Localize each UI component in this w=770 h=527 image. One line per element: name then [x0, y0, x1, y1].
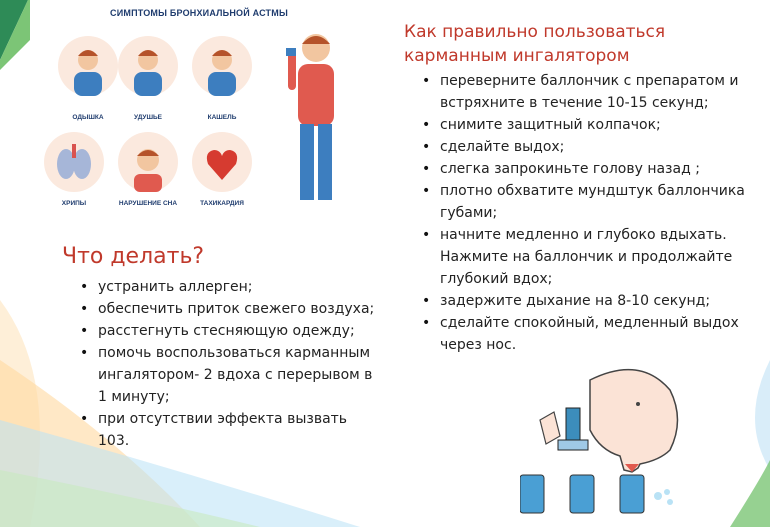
action-item: • устранить аллерген; [76, 276, 376, 298]
sleep-disorder-icon [118, 132, 178, 192]
instruction-step: • сделайте спокойный, медленный выдох через нос. [418, 312, 763, 356]
symptom-label: КАШЕЛЬ [207, 114, 237, 121]
instruction-step: • сделайте выдох; [418, 136, 763, 158]
symptom-label: УДУШЬЕ [133, 114, 162, 121]
symptom-label: ХРИПЫ [61, 200, 87, 207]
cough-icon [192, 36, 252, 96]
symptom-label: НАРУШЕНИЕ СНА [118, 200, 178, 207]
symptom-label: ТАХИКАРДИЯ [200, 200, 244, 207]
inhaler-instructions-title: Как правильно пользоваться карманным ингалятором [404, 22, 666, 66]
action-item: • обеспечить приток свежего воздуха; [76, 298, 376, 320]
instruction-step: • снимите защитный колпачок; [418, 114, 763, 136]
infographic-title: СИМПТОМЫ БРОНХИАЛЬНОЙ АСТМЫ [110, 8, 288, 18]
lungs-icon [44, 132, 104, 192]
shortness-of-breath-icon [58, 36, 118, 96]
asthma-symptoms-infographic [30, 0, 370, 222]
instruction-step: • начните медленно и глубоко вдыхать. Нажмите на баллончик и продолжайте глубокий вдох; [418, 224, 763, 290]
instruction-step: • задержите дыхание на 8-10 секунд; [418, 290, 763, 312]
action-item: • при отсутствии эффекта вызвать 103. [76, 408, 376, 452]
standing-man-icon [280, 28, 350, 208]
action-item: • помочь воспользоваться карманным ингалятором- 2 вдоха с перерывом в 1 минуту; [76, 342, 376, 408]
instruction-step: • плотно обхватите мундштук баллончика губами; [418, 180, 763, 224]
instruction-step: • переверните баллончик с препаратом и встряхните в течение 10-15 секунд; [418, 70, 763, 114]
heart-icon [192, 132, 252, 192]
action-item: • расстегнуть стесняющую одежду; [76, 320, 376, 342]
symptom-label: ОДЫШКА [72, 114, 104, 121]
what-to-do-title: Что делать? [62, 244, 205, 269]
inhaler-instructions-list [418, 70, 763, 356]
inhaler-usage-illustration [520, 360, 700, 520]
what-to-do-list [76, 276, 376, 452]
choking-icon [118, 36, 178, 96]
instruction-step: • слегка запрокиньте голову назад ; [418, 158, 763, 180]
